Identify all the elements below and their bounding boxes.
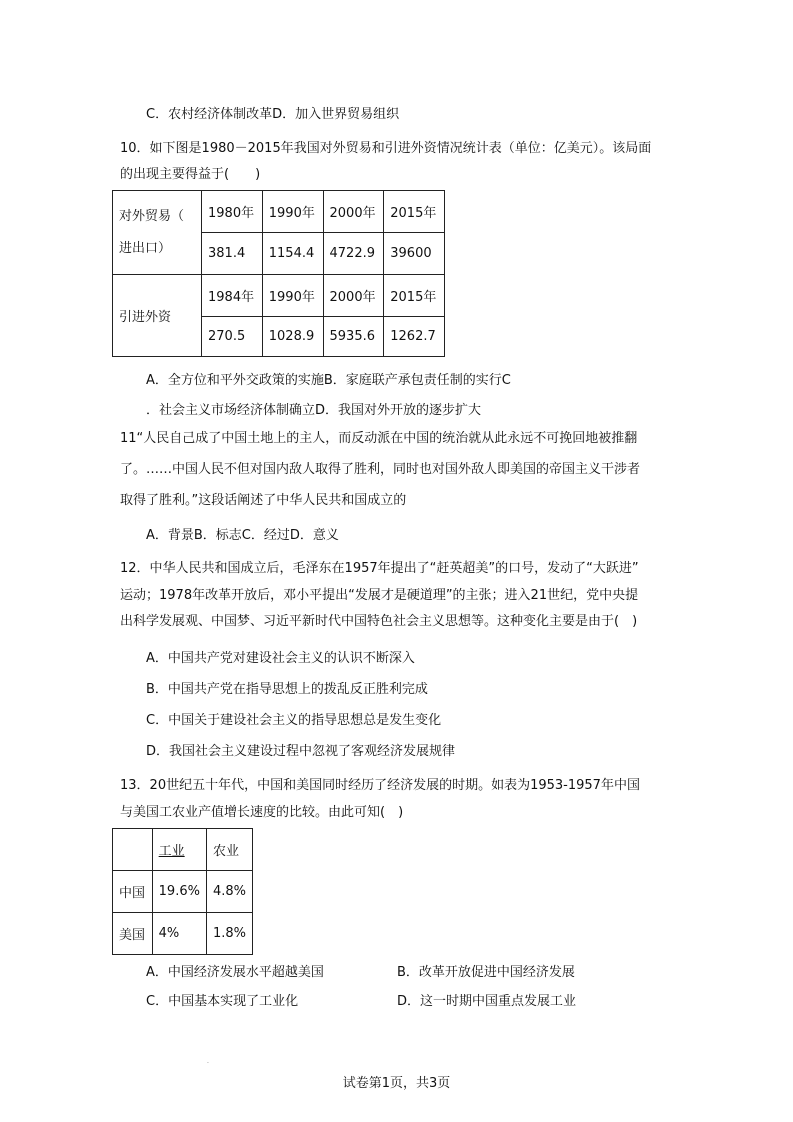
q10-stem-line2: 的出现主要得益于( ) <box>120 167 261 182</box>
q9-options-cd: C．农村经济体制改革D．加入世界贸易组织 <box>146 107 400 122</box>
q12-option-a: A．中国共产党对建设社会主义的认识不断深入 <box>146 651 415 666</box>
invest-year-cell: 1984年 <box>202 275 263 317</box>
trade-value-cell: 4722.9 <box>323 233 384 275</box>
q13-option-b: B．改革开放促进中国经济发展 <box>397 965 575 980</box>
q12-stem-line3: 出科学发展观、中国梦、习近平新时代中国特色社会主义思想等。这种变化主要是由于( ) <box>120 614 638 629</box>
invest-value-cell: 1262.7 <box>384 317 445 357</box>
trade-value-cell: 381.4 <box>202 233 263 275</box>
trade-label-line2: 进出口） <box>119 240 172 256</box>
q10-options-line2: ．社会主义市场经济体制确立D．我国对外开放的逐步扩大 <box>146 403 482 418</box>
invest-year-cell: 2015年 <box>384 275 445 317</box>
q13-row-label-china: 中国 <box>113 871 153 913</box>
invest-label-cell: 引进外资 <box>113 275 202 357</box>
q10-stem-line1: 10．如下图是1980－2015年我国对外贸易和引进外资情况统计表（单位：亿美元）。该局面 <box>120 141 652 156</box>
q13-option-d: D．这一时期中国重点发展工业 <box>397 994 577 1009</box>
trade-value-cell: 39600 <box>384 233 445 275</box>
invest-year-cell: 2000年 <box>323 275 384 317</box>
trade-year-cell: 1980年 <box>202 191 263 233</box>
q13-industry-label: 工业 <box>158 844 185 859</box>
q13-usa-industry: 4% <box>152 913 206 955</box>
q13-stem-line1: 13．20世纪五十年代，中国和美国同时经历了经济发展的时期。如表为1953-1957年中国 <box>120 778 640 793</box>
invest-value-cell: 1028.9 <box>262 317 323 357</box>
trade-label-line1: 对外贸易（ <box>119 208 185 224</box>
q12-option-b: B．中国共产党在指导思想上的拨乱反正胜利完成 <box>146 682 428 697</box>
q13-option-a: A．中国经济发展水平超越美国 <box>146 965 324 980</box>
q11-options: A．背景B．标志C．经过D．意义 <box>146 528 339 543</box>
q11-stem-line1: 11“人民自己成了中国土地上的主人，而反动派在中国的统治就从此永远不可挽回地被推翻 <box>120 431 638 446</box>
q13-option-c: C．中国基本实现了工业化 <box>146 994 299 1009</box>
q12-stem-line2: 运动；1978年改革开放后，邓小平提出“发展才是硬道理”的主张；进入21世纪，党中央提 <box>120 588 639 603</box>
trade-year-cell: 2000年 <box>323 191 384 233</box>
trade-year-cell: 2015年 <box>384 191 445 233</box>
q13-header-agriculture: 农业 <box>206 829 252 871</box>
invest-value-cell: 270.5 <box>202 317 263 357</box>
invest-value-cell: 5935.6 <box>323 317 384 357</box>
q11-stem-line3: 取得了胜利。”这段话阐述了中华人民共和国成立的 <box>120 493 407 508</box>
q12-option-d: D．我国社会主义建设过程中忽视了客观经济发展规律 <box>146 744 456 759</box>
trade-value-cell: 1154.4 <box>262 233 323 275</box>
q13-usa-agriculture: 1.8% <box>206 913 252 955</box>
trade-year-cell: 1990年 <box>262 191 323 233</box>
trade-label-cell <box>113 191 202 275</box>
invest-year-cell: 1990年 <box>262 275 323 317</box>
q13-table <box>112 828 253 955</box>
q12-option-c: C．中国关于建设社会主义的指导思想总是发生变化 <box>146 713 442 728</box>
q11-stem-line2: 了。……中国人民不但对国内敌人取得了胜利，同时也对国外敌人即美国的帝国主义干涉者 <box>120 462 641 477</box>
q13-china-industry: 19.6% <box>152 871 206 913</box>
q10-table <box>112 190 445 357</box>
q13-china-agriculture: 4.8% <box>206 871 252 913</box>
page-footer: 试卷第1页，共3页 <box>342 1076 451 1091</box>
q12-stem-line1: 12．中华人民共和国成立后，毛泽东在1957年提出了“赶英超美”的口号，发动了“大跃进” <box>120 561 639 576</box>
q13-row-label-usa: 美国 <box>113 913 153 955</box>
q10-options-line1: A．全方位和平外交政策的实施B．家庭联产承包责任制的实行C <box>146 373 511 388</box>
q13-header-empty-cell <box>113 829 153 871</box>
q13-stem-line2: 与美国工农业产值增长速度的比较。由此可知( ) <box>120 805 404 820</box>
footer-dot: . <box>207 1058 209 1065</box>
q13-header-industry <box>152 829 206 871</box>
